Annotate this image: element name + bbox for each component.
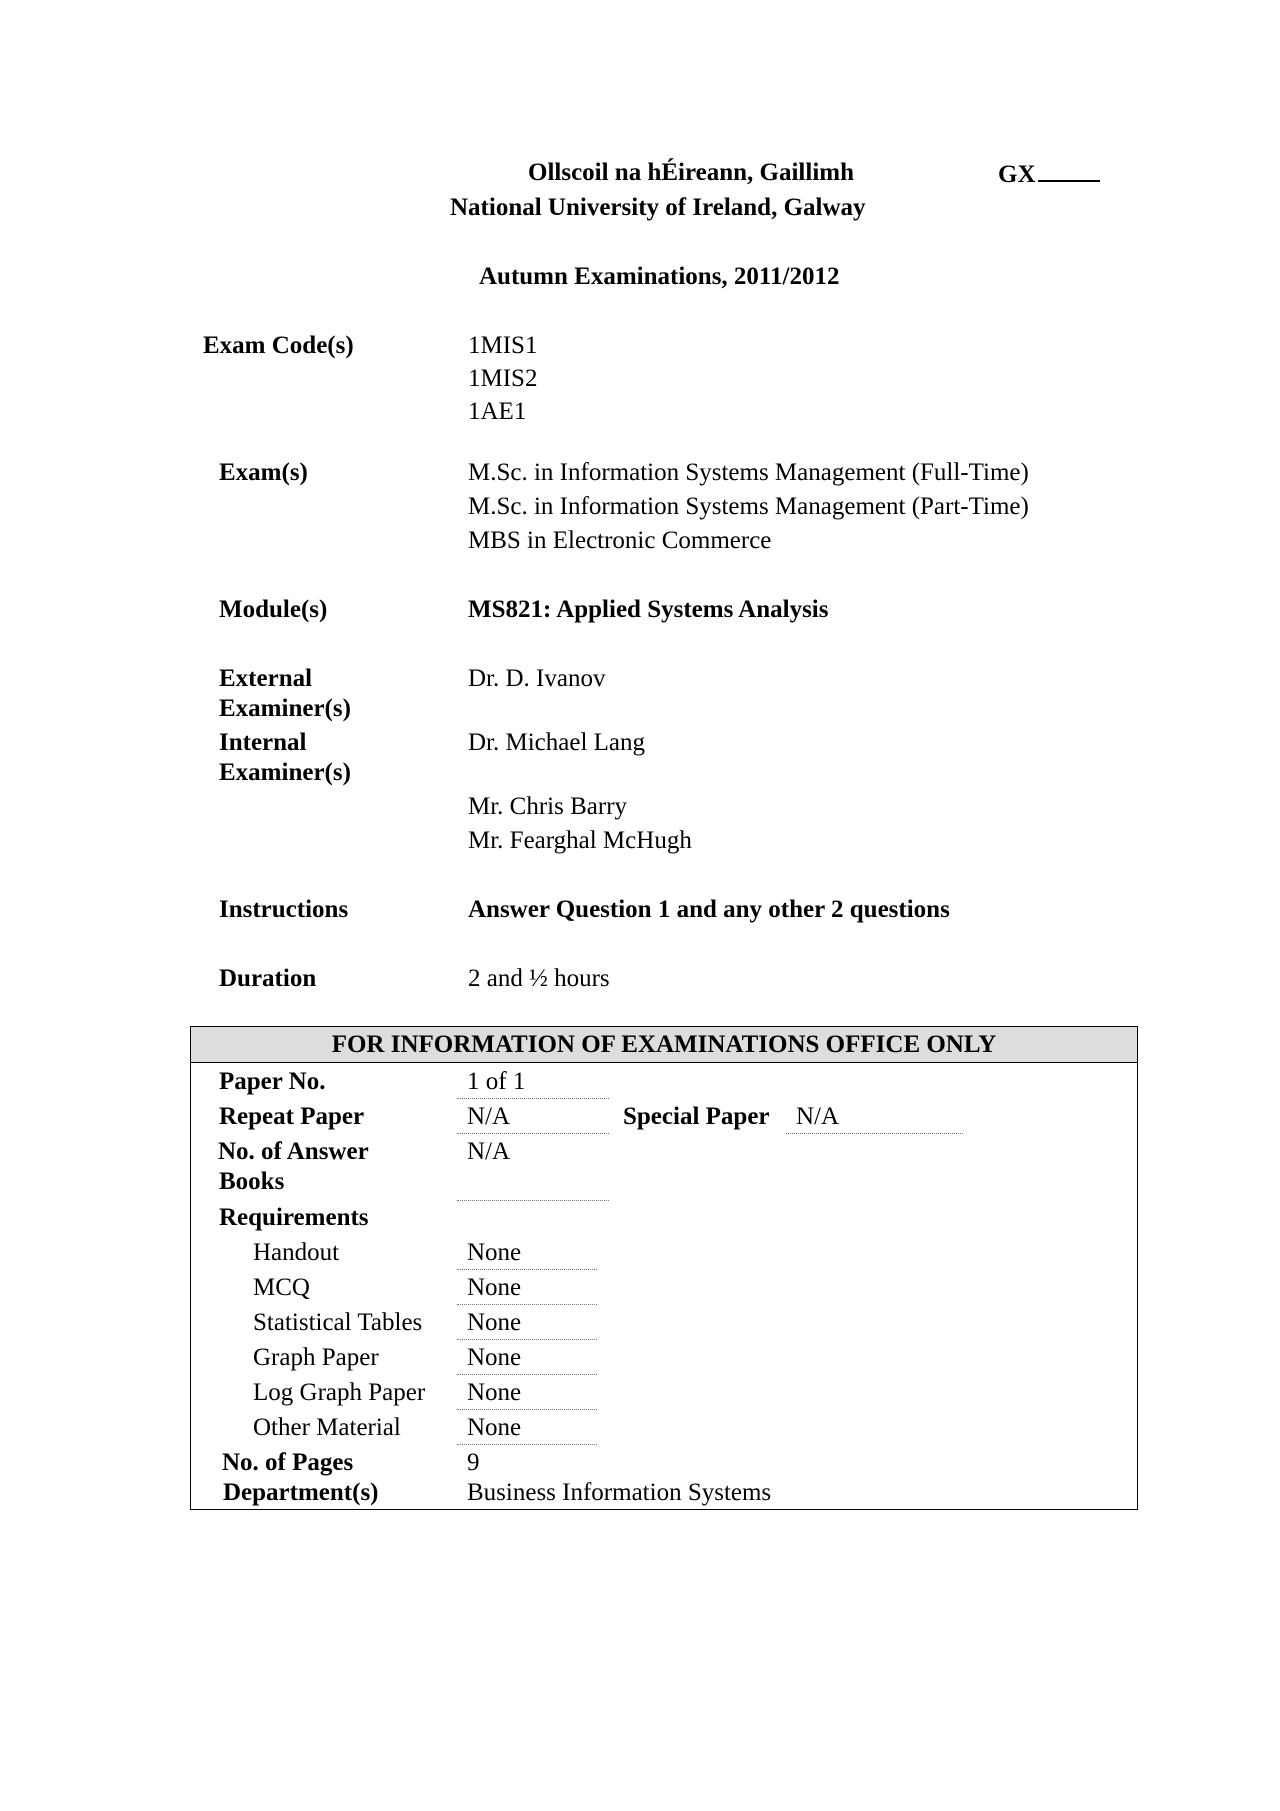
modules-label: Module(s)	[219, 596, 328, 623]
external-examiner-name: Dr. D. Ivanov	[468, 665, 606, 692]
requirement-value: None	[457, 1341, 597, 1375]
instructions-text: Answer Question 1 and any other 2 questions	[468, 896, 950, 923]
instructions-label: Instructions	[219, 896, 349, 923]
department-label: Department(s)	[223, 1479, 379, 1506]
requirement-value: None	[457, 1376, 597, 1410]
requirement-label: Handout	[253, 1239, 340, 1266]
requirement-label: Graph Paper	[253, 1344, 379, 1371]
exam-name: MBS in Electronic Commerce	[468, 527, 772, 554]
answer-books-value: N/A	[457, 1135, 609, 1201]
requirement-value: None	[457, 1306, 597, 1340]
gx-label: GX	[998, 161, 1036, 188]
external-examiner-label-line2: Examiner(s)	[219, 695, 351, 722]
pages-value: 9	[467, 1449, 480, 1476]
requirement-value: None	[457, 1411, 597, 1445]
duration-value: 2 and ½ hours	[468, 965, 610, 992]
irish-university-name: Ollscoil na hÉireann, Gaillimh	[528, 159, 854, 186]
paper-no-label: Paper No.	[219, 1068, 326, 1095]
english-university-name: National University of Ireland, Galway	[450, 194, 866, 221]
exam-office-box-title: FOR INFORMATION OF EXAMINATIONS OFFICE ONLY	[191, 1027, 1137, 1063]
module-name: MS821: Applied Systems Analysis	[468, 596, 829, 623]
exam-code: 1MIS2	[468, 365, 538, 392]
exam-codes-label: Exam Code(s)	[203, 332, 354, 359]
internal-examiner-label-line1: Internal	[219, 729, 307, 756]
requirements-label: Requirements	[219, 1204, 369, 1231]
requirement-label: Log Graph Paper	[253, 1379, 426, 1406]
exam-office-box	[190, 1026, 1138, 1510]
internal-examiner-name: Mr. Fearghal McHugh	[468, 827, 692, 854]
answer-books-label-line2: Books	[219, 1168, 285, 1195]
answer-books-label-line1: No. of Answer	[218, 1138, 369, 1165]
requirement-value: None	[457, 1236, 597, 1270]
requirement-label: Other Material	[253, 1414, 401, 1441]
exam-session: Autumn Examinations, 2011/2012	[479, 263, 840, 290]
exam-code: 1MIS1	[468, 332, 538, 359]
internal-examiner-label-line2: Examiner(s)	[219, 759, 351, 786]
exam-name: M.Sc. in Information Systems Management (Full-Time)	[468, 459, 1029, 486]
repeat-paper-value: N/A	[457, 1100, 609, 1134]
pages-label: No. of Pages	[222, 1449, 354, 1476]
external-examiner-label-line1: External	[219, 665, 313, 692]
internal-examiner-name: Dr. Michael Lang	[468, 729, 646, 756]
repeat-paper-label: Repeat Paper	[219, 1103, 365, 1130]
exam-code: 1AE1	[468, 398, 527, 425]
special-paper-label: Special Paper	[623, 1103, 770, 1130]
requirement-label: Statistical Tables	[253, 1309, 423, 1336]
gx-blank-line	[1038, 158, 1100, 182]
requirement-value: None	[457, 1271, 597, 1305]
department-value: Business Information Systems	[467, 1479, 772, 1506]
exam-name: M.Sc. in Information Systems Management (Part-Time)	[468, 493, 1029, 520]
internal-examiner-name: Mr. Chris Barry	[468, 793, 628, 820]
paper-no-value: 1 of 1	[457, 1065, 609, 1099]
requirement-label: MCQ	[253, 1274, 310, 1301]
exams-label: Exam(s)	[219, 459, 308, 486]
special-paper-value: N/A	[786, 1100, 963, 1134]
gx-code	[998, 158, 1100, 190]
duration-label: Duration	[219, 965, 317, 992]
